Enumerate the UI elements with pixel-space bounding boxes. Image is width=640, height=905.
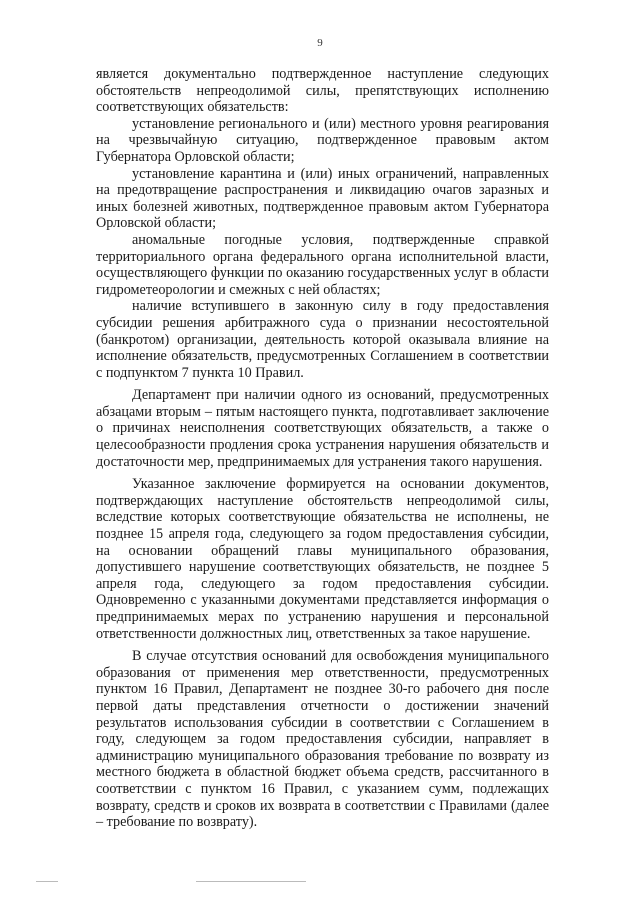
paragraph: аномальные погодные условия, подтвержденные справкой территориального органа федерального органа исполнительной власти, осуществляющего функции по оказанию государственных услуг в области гидрометеорологии и смежных с ней областях; [96, 231, 549, 298]
paragraph: установление карантина и (или) иных ограничений, направленных на предотвращение распространения и ликвидацию очагов заразных и иных болезней животных, подтвержденное правовым актом Губернатора Орловской области; [96, 165, 549, 232]
document-body [96, 66, 549, 831]
paragraph: В случае отсутствия оснований для освобождения муниципального образования от применения мер ответственности, предусмотренных пунктом 16 Правил, Департамент не позднее 30-го рабочего дня после первой даты представления отчетности о достижении значений результатов использования субсидии в соответствии с Соглашением в году, следующем за годом предоставления субсидии, направляет в администрацию муниципального образования требование по возврату из местного бюджета в областной бюджет объема средств, рассчитанного в соответствии с пунктом 16 Правил, с указанием сумм, подлежащих возврату, средств и сроков их возврата в соответствии с Правилами (далее – требование по возврату). [96, 648, 549, 831]
scan-footer-marks [0, 880, 640, 883]
paragraph: Департамент при наличии одного из оснований, предусмотренных абзацами вторым – пятым настоящего пункта, подготавливает заключение о причинах неисполнения соответствующих обязательств, а также о целесообразности продления срока устранения нарушения обязательств и достаточности мер, предпринимаемых для устранения такого нарушения. [96, 387, 549, 470]
paragraph: Указанное заключение формируется на основании документов, подтверждающих наступление обстоятельств непреодолимой силы, вследствие которых соответствующие обязательства не исполнены, не позднее 15 апреля года, следующего за годом предоставления субсидии, на основании обращений главы муниципального образования, допустившего нарушение соответствующих обязательств, не позднее 5 апреля года, следующего за годом предоставления субсидии. Одновременно с указанными документами представляется информация о предпринимаемых мерах по устранению нарушения и персональной ответственности должностных лиц, ответственных за такое нарушение. [96, 476, 549, 642]
paragraph: установление регионального и (или) местного уровня реагирования на чрезвычайную ситуацию, подтвержденное правовым актом Губернатора Орловской области; [96, 115, 549, 165]
page-number: 9 [317, 37, 323, 49]
paragraph: наличие вступившего в законную силу в году предоставления субсидии решения арбитражного суда о признании несостоятельной (банкротом) организации, деятельность которой оказывала влияние на исполнение обязательств, предусмотренных Соглашением в соответствии с подпунктом 7 пункта 10 Правил. [96, 298, 549, 381]
paragraph: является документально подтвержденное наступление следующих обстоятельств непреодолимой силы, препятствующих исполнению соответствующих обязательств: [96, 66, 549, 116]
